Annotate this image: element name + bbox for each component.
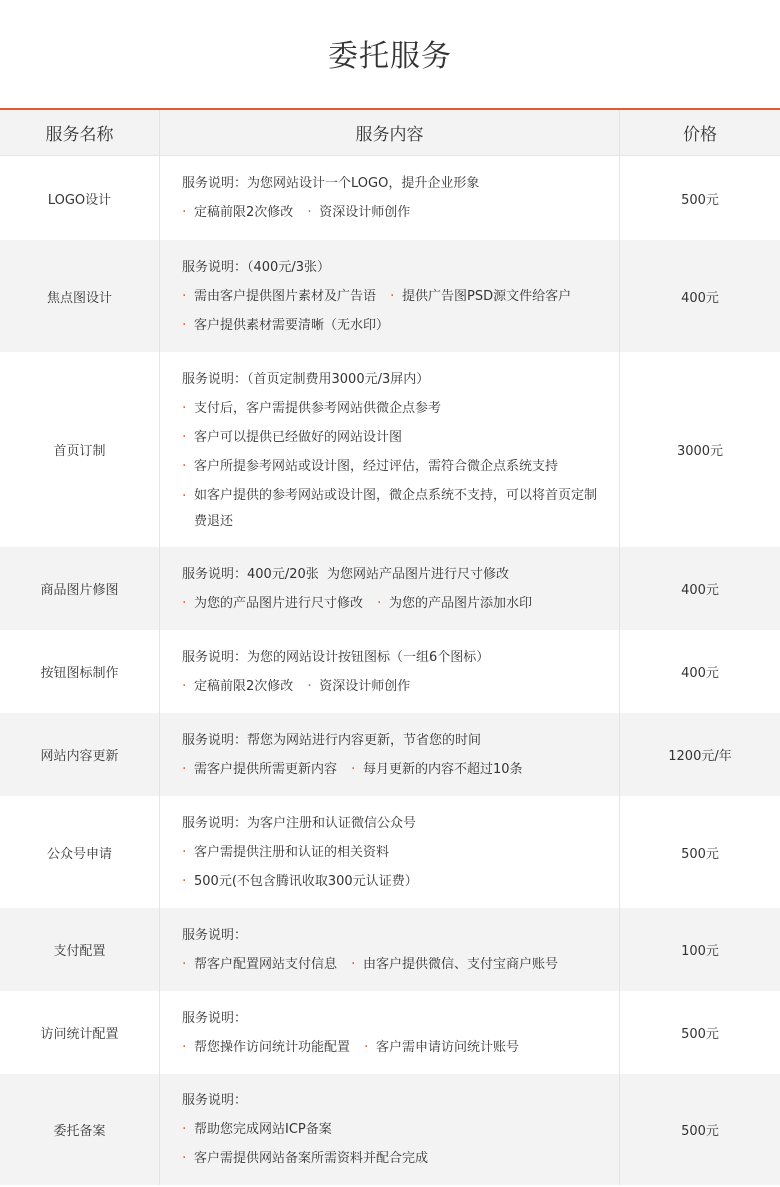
bullet-dot-icon: ·: [182, 760, 187, 777]
list-item: · 资深设计师创作: [307, 198, 410, 227]
page-title: 委托服务: [328, 39, 452, 74]
bullet-dot-icon: ·: [182, 955, 187, 972]
list-item: · 资深设计师创作: [307, 672, 410, 701]
list-item: · 每月更新的内容不超过10条: [351, 755, 523, 784]
bullet-dot-icon: ·: [377, 594, 382, 611]
bullet-dot-icon: ·: [351, 955, 356, 972]
list-item: · 需客户提供所需更新内容: [182, 755, 337, 784]
service-price: 500元: [681, 1124, 719, 1139]
service-price: 400元: [681, 290, 719, 306]
bullet-dot-icon: ·: [182, 316, 187, 333]
service-desc: 服务说明：: [182, 1093, 248, 1108]
service-content: [160, 713, 620, 796]
service-content: [160, 156, 620, 240]
bullet-dot-icon: ·: [182, 872, 187, 889]
service-content: [160, 547, 620, 630]
list-item: · 客户需提供网站备案所需资料并配合完成: [182, 1144, 428, 1173]
service-desc: 服务说明：为您的网站设计按钮图标（一组6个图标）: [182, 649, 490, 665]
service-content: [160, 352, 620, 547]
list-item: · 如客户提供的参考网站或设计图，微企点系统不支持，可以将首页定制费退还: [182, 483, 599, 535]
service-name: 商品图片修图: [0, 547, 160, 630]
list-item: · 帮助您完成网站ICP备案: [182, 1115, 332, 1144]
list-item: · 客户可以提供已经做好的网站设计图: [182, 423, 402, 452]
service-name: 网站内容更新: [0, 713, 160, 796]
service-desc: 服务说明：（首页定制费用3000元/3屏内）: [182, 371, 430, 387]
bullet-dot-icon: ·: [182, 1038, 187, 1055]
table-header: [0, 110, 780, 156]
service-content: [160, 991, 620, 1074]
service-content: [160, 630, 620, 713]
bullet-dot-icon: ·: [351, 760, 356, 777]
service-price: 500元: [681, 846, 719, 862]
service-price: 1200元/年: [668, 749, 732, 764]
list-item: · 为您的产品图片进行尺寸修改: [182, 589, 363, 618]
service-desc: 服务说明：为您网站设计一个LOGO，提升企业形象: [182, 176, 480, 191]
service-name: 焦点图设计: [0, 240, 160, 352]
list-item: · 定稿前限2次修改: [182, 198, 293, 227]
service-price: 500元: [681, 1027, 719, 1042]
service-content: [160, 796, 620, 908]
service-name: 委托备案: [0, 1074, 160, 1185]
service-desc: 服务说明：为客户注册和认证微信公众号: [182, 815, 417, 831]
bullet-dot-icon: ·: [307, 677, 312, 694]
list-item: · 为您的产品图片添加水印: [377, 589, 532, 618]
bullet-dot-icon: ·: [182, 1121, 187, 1137]
header-service-name: 服务名称: [0, 110, 160, 155]
list-item: · 客户需提供注册和认证的相关资料: [182, 838, 389, 867]
bullet-dot-icon: ·: [182, 843, 187, 860]
table-row: [0, 547, 780, 630]
table-row: [0, 713, 780, 796]
list-item: · 客户提供素材需要清晰（无水印）: [182, 311, 389, 340]
service-desc: 服务说明：帮您为网站进行内容更新，节省您的时间: [182, 732, 482, 748]
table-row: [0, 240, 780, 352]
bullet-dot-icon: ·: [182, 677, 187, 694]
service-desc: 服务说明：（400元/3张）: [182, 259, 330, 275]
bullet-dot-icon: ·: [182, 487, 187, 504]
list-item: · 客户所提参考网站或设计图，经过评估，需符合微企点系统支持: [182, 452, 558, 481]
service-price: 500元: [681, 192, 719, 208]
service-name: 按钮图标制作: [0, 630, 160, 713]
bullet-dot-icon: ·: [364, 1038, 369, 1055]
bullet-dot-icon: ·: [182, 204, 187, 220]
list-item: · 帮您操作访问统计功能配置: [182, 1033, 350, 1062]
table-row: [0, 1074, 780, 1185]
table-row: [0, 796, 780, 908]
header-price: 价格: [683, 125, 717, 145]
service-content: [160, 1074, 620, 1185]
bullet-dot-icon: ·: [182, 287, 187, 304]
bullet-dot-icon: ·: [182, 594, 187, 611]
bullet-dot-icon: ·: [182, 399, 187, 416]
list-item: · 定稿前限2次修改: [182, 672, 293, 701]
service-name: 公众号申请: [0, 796, 160, 908]
service-price: 400元: [681, 666, 719, 681]
list-item: · 客户需申请访问统计账号: [364, 1033, 519, 1062]
bullet-dot-icon: ·: [307, 204, 312, 220]
bullet-dot-icon: ·: [182, 1150, 187, 1166]
service-price: 100元: [681, 944, 719, 959]
list-item: · 提供广告图PSD源文件给客户: [390, 282, 571, 311]
service-table: [0, 108, 780, 1185]
table-row: [0, 908, 780, 991]
service-price: 3000元: [676, 444, 724, 459]
header-service-content: 服务内容: [160, 110, 620, 155]
service-price: 400元: [681, 583, 719, 598]
service-name: 支付配置: [0, 908, 160, 991]
service-content: [160, 240, 620, 352]
table-row: [0, 156, 780, 240]
service-name: 首页订制: [0, 352, 160, 547]
table-row: [0, 991, 780, 1074]
bullet-dot-icon: ·: [390, 287, 395, 304]
service-desc: 服务说明：: [182, 1010, 248, 1026]
service-name: LOGO设计: [0, 156, 160, 240]
service-content: [160, 908, 620, 991]
service-desc: 服务说明：: [182, 927, 248, 943]
service-desc: 服务说明：400元/20张 为您网站产品图片进行尺寸修改: [182, 566, 509, 582]
bullet-dot-icon: ·: [182, 457, 187, 474]
list-item: · 由客户提供微信、支付宝商户账号: [351, 950, 558, 979]
table-row: [0, 352, 780, 547]
list-item: · 支付后，客户需提供参考网站供微企点参考: [182, 394, 441, 423]
list-item: · 帮客户配置网站支付信息: [182, 950, 337, 979]
list-item: · 需由客户提供图片素材及广告语: [182, 282, 376, 311]
list-item: · 500元(不包含腾讯收取300元认证费）: [182, 867, 418, 896]
table-row: [0, 630, 780, 713]
service-name: 访问统计配置: [0, 991, 160, 1074]
bullet-dot-icon: ·: [182, 428, 187, 445]
